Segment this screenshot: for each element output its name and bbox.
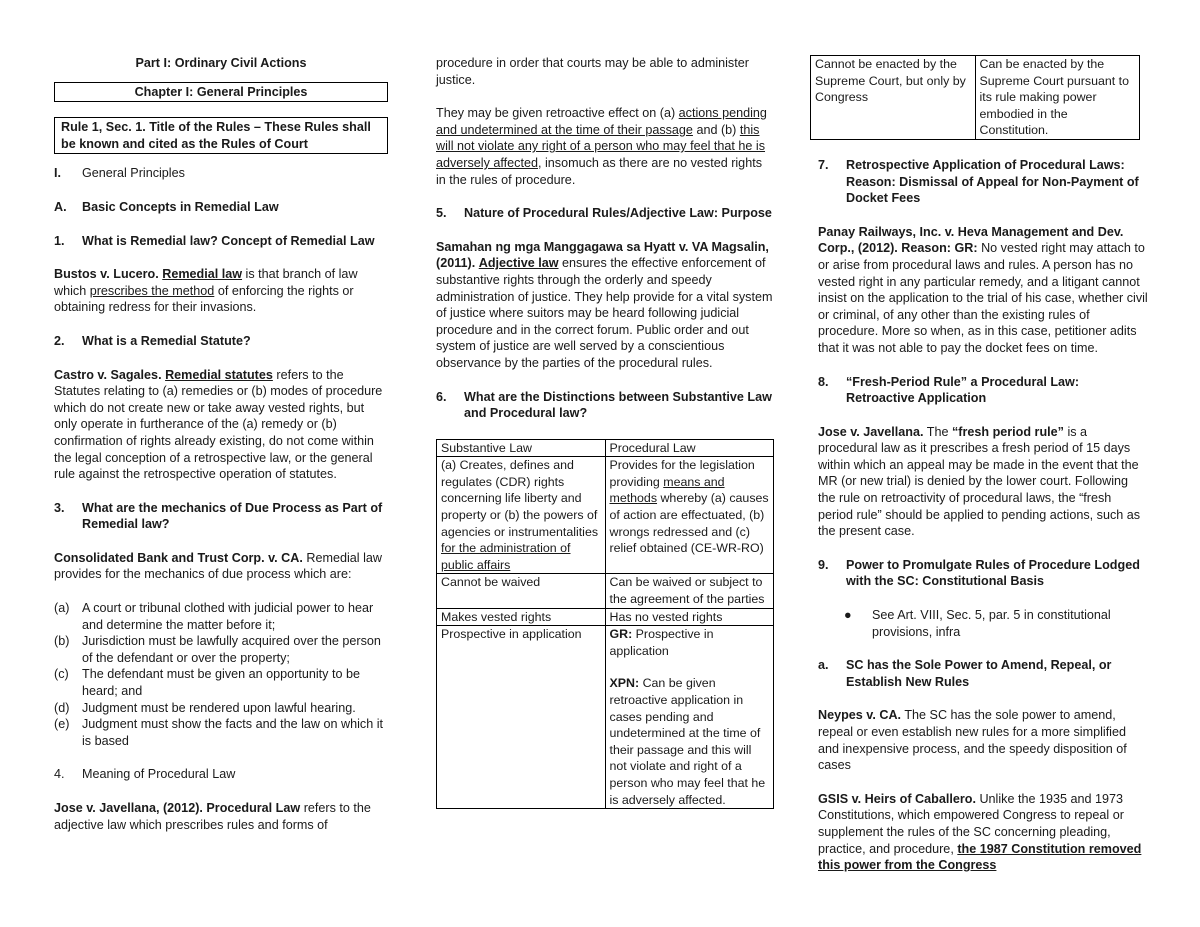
distinctions-table-continued: [810, 55, 1140, 140]
table-row: [811, 56, 1140, 140]
part-title: Part I: Ordinary Civil Actions: [135, 56, 307, 70]
table-row: [437, 439, 774, 457]
paragraph-continuation: procedure in order that courts may be able to administer justice.: [436, 56, 749, 87]
paragraph-gsis: GSIS v. Heirs of Caballero. Unlike the 1935 and 1973 Constitutions, which empowered Congress to repeal or supplement the rules of the SC concerning pleading, practice, and procedure, the 1987 Constitution removed this power from the Congress: [818, 791, 1142, 873]
heading-2: 2. What is a Remedial Statute?: [54, 333, 251, 348]
paragraph-remedial-law: Bustos v. Lucero. Remedial law is that branch of law which prescribes the method of enforcing the rights or obtaining redress for their invasions.: [54, 267, 358, 315]
paragraph-panay-railways: Panay Railways, Inc. v. Heva Management and Dev. Corp., (2012). Reason: GR: No vested right may attach to or arise from procedural laws and rules. A person has no vested right in any particular remedy, and a litigant cannot insist on the application to the trial of his case, whether civil or criminal, of any other than the existing rules of procedure. More so when, as in this case, petitioner adits that it was not able to pay the docket fees on time.: [818, 224, 1148, 355]
list-item: (d) Judgment must be rendered upon lawful hearing.: [54, 700, 356, 715]
list-item: (a) A court or tribunal clothed with judicial power to hear and determine the matter before it;: [54, 601, 374, 632]
distinctions-table: [436, 439, 774, 809]
table-cell: Can be waived or subject to the agreement of the parties: [605, 574, 774, 608]
list-item: (b) Jurisdiction must be lawfully acquired over the person of the defendant or over the property;: [54, 634, 381, 665]
heading-8: 8. “Fresh-Period Rule” a Procedural Law: Retroactive Application: [818, 374, 1080, 406]
heading-7: 7. Retrospective Application of Procedural Laws: Reason: Dismissal of Appeal for Non-Payment of Docket Fees: [818, 157, 1139, 206]
heading-4: 4. Meaning of Procedural Law: [54, 767, 236, 782]
paragraph-retroactive: They may be given retroactive effect on (a) actions pending and undetermined at the time of their passage and (b) this will not violate any right of a person who may feel that he is adversely affected, insomuch as there are no vested rights in the rules of procedure.: [436, 106, 767, 187]
chapter-title-box: Chapter I: General Principles: [54, 82, 388, 103]
paragraph-due-process: Consolidated Bank and Trust Corp. v. CA. Remedial law provides for the mechanics of due process which are:: [54, 550, 382, 582]
heading-I: I. General Principles: [54, 166, 185, 181]
heading-1: 1. What is Remedial law? Concept of Remedial Law: [54, 233, 375, 248]
table-cell: Has no vested rights: [605, 608, 774, 626]
heading-a: a. SC has the Sole Power to Amend, Repeal, or Establish New Rules: [818, 658, 1112, 689]
list-item: (c) The defendant must be given an opportunity to be heard; and: [54, 667, 360, 699]
paragraph-neypes: Neypes v. CA. The SC has the sole power to amend, repeal or even establish new rules for a more simplified and inexpensive process, and the speedy disposition of cases: [818, 708, 1127, 773]
table-header-cell: Procedural Law: [605, 439, 774, 457]
table-cell: Provides for the legislation providing means and methods whereby (a) causes of action are effectuated, (b) wrongs redressed and (c) relief obtained (CE-WR-RO): [605, 457, 774, 574]
paragraph-procedural-law: Jose v. Javellana, (2012). Procedural Law refers to the adjective law which prescribes rules and forms of: [54, 801, 371, 832]
table-row: [437, 626, 774, 809]
heading-A: A. Basic Concepts in Remedial Law: [54, 199, 279, 214]
table-cell: Prospective in application: [437, 626, 606, 809]
table-cell: Cannot be enacted by the Supreme Court, but only by Congress: [811, 56, 976, 140]
bullet-icon: ●: [844, 608, 852, 623]
table-cell: (a) Creates, defines and regulates (CDR) rights concerning life liberty and property or (b) the powers of agencies or instrumentalities for the administration of public affairs: [437, 457, 606, 574]
bullet-item: ● See Art. VIII, Sec. 5, par. 5 in constitutional provisions, infra: [844, 608, 1111, 639]
table-cell: Can be enacted by the Supreme Court pursuant to its rule making power embodied in the Constitution.: [975, 56, 1140, 140]
column-2: [436, 0, 774, 809]
paragraph-fresh-period: Jose v. Javellana. The “fresh period rule” is a procedural law as it prescribes a fresh period of 15 days within which an appeal may be made in the event that the MR (or new trial) is denied by the lower court. Following the rule on retroactivity of procedural laws, the “fresh period rule” should be applied to pending actions, such as the present case.: [818, 424, 1141, 539]
column-1: [54, 0, 388, 833]
due-process-list: [54, 600, 388, 749]
table-row: [437, 574, 774, 608]
table-row: [437, 608, 774, 626]
table-header-cell: Substantive Law: [437, 439, 606, 457]
table-cell: Makes vested rights: [437, 608, 606, 626]
table-cell: GR: Prospective in application XPN: Can be given retroactive application in cases pending and undetermined at the time of their passage and this will not violate and right of a person who may feel that he is adversely affected.: [605, 626, 774, 809]
heading-6: 6. What are the Distinctions between Substantive Law and Procedural law?: [436, 389, 772, 421]
heading-5: 5. Nature of Procedural Rules/Adjective Law: Purpose: [436, 206, 772, 221]
heading-3: 3. What are the mechanics of Due Process as Part of Remedial law?: [54, 500, 383, 532]
heading-9: 9. Power to Promulgate Rules of Procedure Lodged with the SC: Constitutional Basis: [818, 557, 1140, 589]
table-row: [437, 457, 774, 574]
paragraph-remedial-statute: Castro v. Sagales. Remedial statutes refers to the Statutes relating to (a) remedies or (b) modes of procedure which do not create new or take away vested rights, but only operate in furtherance of the (a) remedy or (b) confirmation of rights already existing, do not come within the legal conception of a retrospective law, or the general rule against the retrospective operation of statutes.: [54, 367, 383, 482]
rule-box: Rule 1, Sec. 1. Title of the Rules – These Rules shall be known and cited as the Rules of Court: [54, 117, 388, 154]
paragraph-adjective-law: Samahan ng mga Manggagawa sa Hyatt v. VA Magsalin, (2011). Adjective law ensures the effective enforcement of substantive rights through the orderly and speedy administration of justice. They help provide for a vital system of justice where suitors may be heard following judicial procedure and in the correct forum. Public order and out system of justice are well served by a conscientious observance by the parties of the procedural rules.: [436, 239, 773, 370]
table-cell: Cannot be waived: [437, 574, 606, 608]
list-item: (e) Judgment must show the facts and the law on which it is based: [54, 717, 384, 748]
column-3: [815, 0, 1148, 874]
